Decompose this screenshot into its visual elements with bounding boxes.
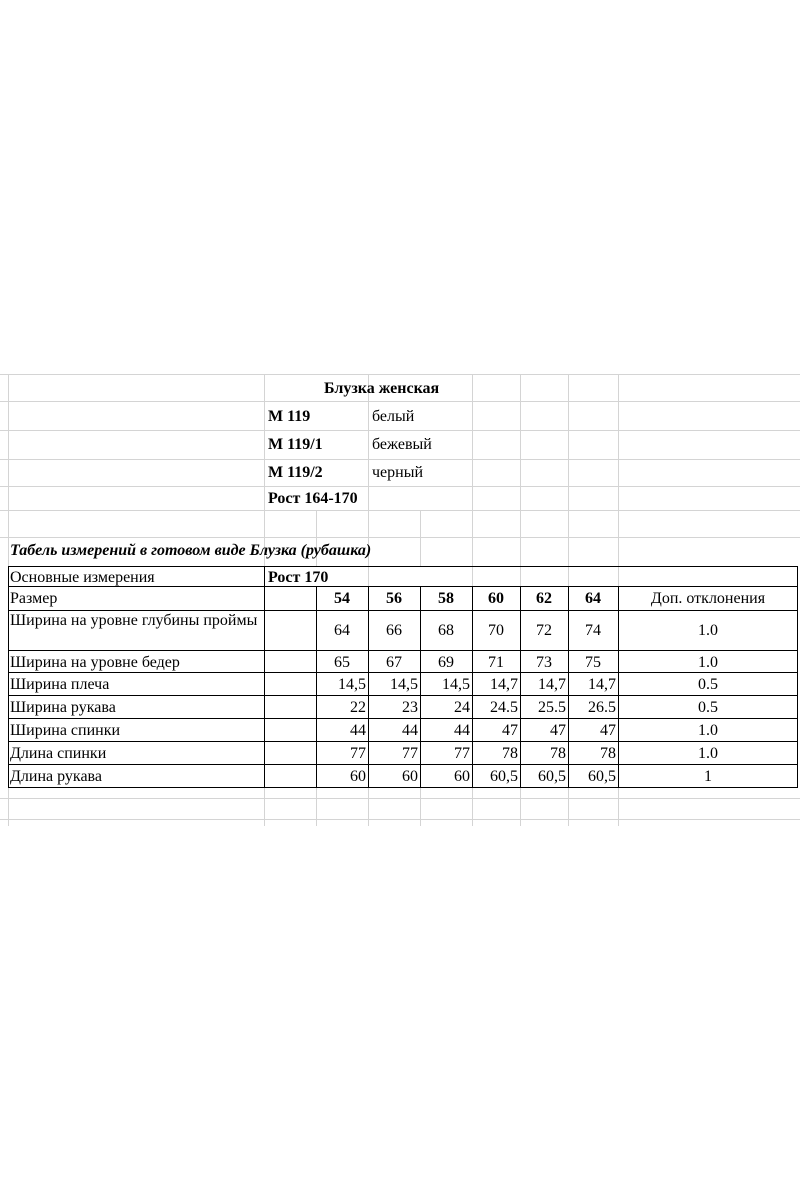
tolerance-cell: 0.5 <box>698 699 718 716</box>
tolerance-cell: 0.5 <box>698 676 718 693</box>
size-header: 64 <box>585 590 601 607</box>
measurement-cell: 77 <box>350 745 366 762</box>
measurement-cell: 60 <box>454 768 470 785</box>
measurement-cell: 14,7 <box>588 676 616 693</box>
model-color: черный <box>372 464 424 481</box>
measurement-cell: 69 <box>438 654 454 671</box>
measurement-cell: 60 <box>350 768 366 785</box>
measurement-cell: 47 <box>502 722 518 739</box>
measurement-cell: 44 <box>350 722 366 739</box>
measurement-cell: 47 <box>600 722 616 739</box>
measurement-cell: 71 <box>488 654 504 671</box>
measurement-cell: 60 <box>402 768 418 785</box>
size-header: 56 <box>386 590 402 607</box>
model-code: М 119/1 <box>268 436 323 453</box>
row-label: Ширина спинки <box>10 722 121 739</box>
measurement-cell: 78 <box>550 745 566 762</box>
measurement-cell: 72 <box>536 622 552 639</box>
model-code: М 119 <box>268 408 311 425</box>
size-label: Размер <box>10 590 58 607</box>
model-color: бежевый <box>372 436 432 453</box>
tolerance-cell: 1.0 <box>698 722 718 739</box>
tolerance-cell: 1.0 <box>698 654 718 671</box>
measurement-cell: 78 <box>502 745 518 762</box>
model-color: белый <box>372 408 415 425</box>
tolerance-cell: 1.0 <box>698 622 718 639</box>
measurement-cell: 44 <box>402 722 418 739</box>
size-header: 58 <box>438 590 454 607</box>
row-label: Ширина плеча <box>10 676 110 693</box>
header-height: Рост 170 <box>268 569 329 586</box>
measurement-cell: 14,7 <box>538 676 566 693</box>
table-caption: Табель измерений в готовом виде Блузка (рубашка) <box>10 542 372 559</box>
measurement-cell: 66 <box>386 622 402 639</box>
measurement-cell: 68 <box>438 622 454 639</box>
measurement-cell: 26.5 <box>588 699 616 716</box>
tolerance-cell: 1 <box>704 768 712 785</box>
row-label: Длина рукава <box>10 768 102 785</box>
measurement-cell: 47 <box>550 722 566 739</box>
measurement-cell: 14,5 <box>390 676 418 693</box>
measurement-cell: 24 <box>454 699 470 716</box>
measurement-cell: 70 <box>488 622 504 639</box>
measurement-cell: 24.5 <box>490 699 518 716</box>
model-code: М 119/2 <box>268 464 323 481</box>
tolerance-cell: 1.0 <box>698 745 718 762</box>
height-range: Рост 164-170 <box>268 490 358 507</box>
tolerance-header: Доп. отклонения <box>650 590 766 607</box>
measurement-cell: 77 <box>402 745 418 762</box>
product-title: Блузка женская <box>324 380 440 397</box>
measurement-cell: 14,5 <box>442 676 470 693</box>
measurement-cell: 23 <box>402 699 418 716</box>
row-label: Ширина на уровне бедер <box>10 654 180 671</box>
measurement-cell: 73 <box>536 654 552 671</box>
measurement-cell: 64 <box>334 622 350 639</box>
size-header: 60 <box>488 590 504 607</box>
measurement-cell: 78 <box>600 745 616 762</box>
measurement-cell: 14,5 <box>338 676 366 693</box>
measurement-cell: 14,7 <box>490 676 518 693</box>
measurement-cell: 60,5 <box>588 768 616 785</box>
measurement-cell: 65 <box>334 654 350 671</box>
size-header: 62 <box>536 590 552 607</box>
header-label: Основные измерения <box>10 569 155 586</box>
measurement-cell: 74 <box>585 622 601 639</box>
measurement-cell: 67 <box>386 654 402 671</box>
row-label: Ширина рукава <box>10 699 116 716</box>
measurement-cell: 77 <box>454 745 470 762</box>
measurement-cell: 60,5 <box>538 768 566 785</box>
size-header: 54 <box>334 590 350 607</box>
measurement-cell: 75 <box>585 654 601 671</box>
row-label: Длина спинки <box>10 745 107 762</box>
measurement-cell: 25.5 <box>538 699 566 716</box>
measurement-cell: 44 <box>454 722 470 739</box>
row-label: Ширина на уровне глубины проймы <box>10 612 258 629</box>
measurement-cell: 22 <box>350 699 366 716</box>
spreadsheet <box>0 374 800 826</box>
measurement-cell: 60,5 <box>490 768 518 785</box>
